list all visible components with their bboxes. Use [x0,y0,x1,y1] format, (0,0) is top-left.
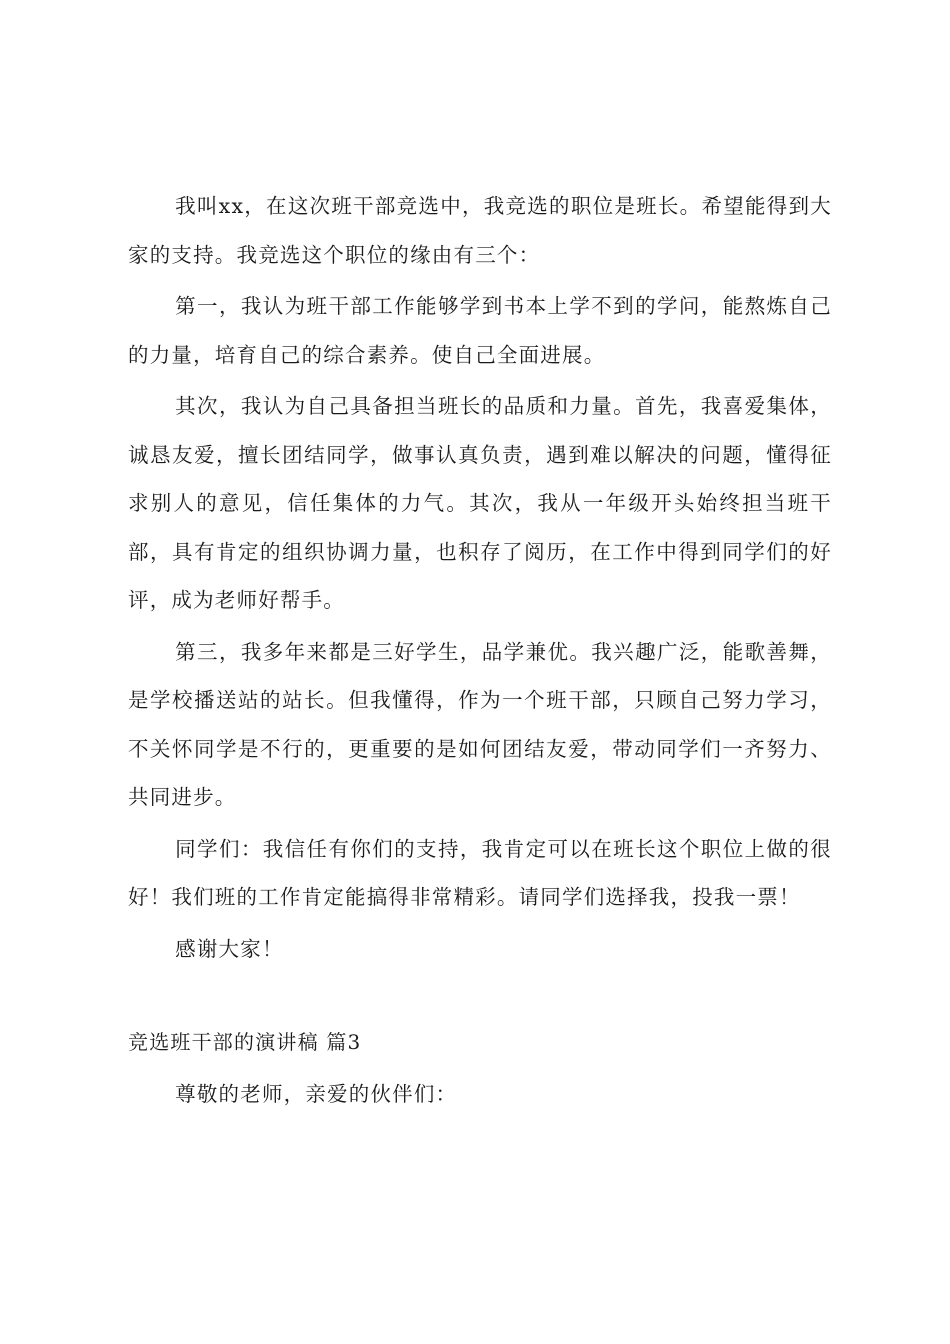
section-heading: 竞选班干部的演讲稿 篇3 [128,1030,362,1054]
paragraph-thanks: 感谢大家！ [175,936,284,961]
paragraph-third-reason: 第三，我多年来都是三好学生，品学兼优。我兴趣广泛，能歌善舞，是学校播送站的站长。但我懂得，作为一个班干部，只顾自己努力学习，不关怀同学是不行的，更重要的是如何团结友爱，带动同学们一齐努力、共同进步。 [128,639,832,809]
paragraph-second-reason: 其次，我认为自己具备担当班长的品质和力量。首先，我喜爱集体，诚恳友爱，擅长团结同学，做事认真负责，遇到难以解决的问题，懂得征求别人的意见，信任集体的力气。其次，我从一年级开头始终担当班干部，具有肯定的组织协调力量，也积存了阅历，在工作中得到同学们的好评，成为老师好帮手。 [128,394,832,612]
paragraph-appeal: 同学们：我信任有你们的支持，我肯定可以在班长这个职位上做的很好！我们班的工作肯定能搞得非常精彩。请同学们选择我，投我一票！ [128,836,832,909]
paragraph-greeting: 尊敬的老师，亲爱的伙伴们： [175,1081,458,1106]
document-body [128,182,832,1121]
paragraph-first-reason: 第一，我认为班干部工作能够学到书本上学不到的学问，能熬炼自己的力量，培育自己的综合素养。使自己全面进展。 [128,294,832,367]
paragraph-intro: 我叫xx，在这次班干部竞选中，我竞选的职位是班长。希望能得到大家的支持。我竞选这个职位的缘由有三个： [128,194,832,267]
section-spacer [128,976,832,1018]
